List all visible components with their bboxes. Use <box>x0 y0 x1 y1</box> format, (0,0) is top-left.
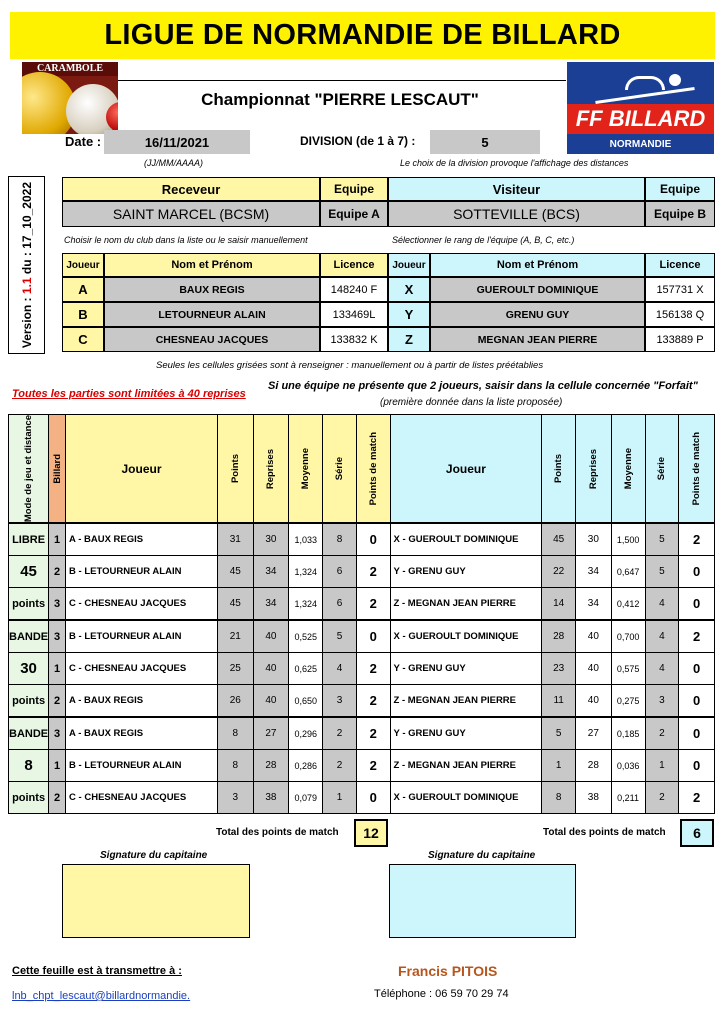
home-player-code: A <box>62 277 104 302</box>
forfait-note: Si une équipe ne présente que 2 joueurs, saisir dans la cellule concernée "Forfait" <box>268 380 698 392</box>
mode-unit: points <box>9 782 49 814</box>
away-serie[interactable]: 2 <box>645 717 679 750</box>
limit-note: Toutes les parties sont limitées à 40 reprises <box>12 388 246 400</box>
home-reprises[interactable]: 28 <box>253 750 289 782</box>
away-reprises-header: Reprises <box>576 415 612 524</box>
away-moyenne: 0,211 <box>611 782 645 814</box>
away-signature-label: Signature du capitaine <box>428 850 536 861</box>
away-player-licence[interactable]: 133889 P <box>645 327 715 352</box>
home-points[interactable]: 45 <box>217 588 253 621</box>
away-moyenne: 0,700 <box>611 620 645 653</box>
away-reprises: 28 <box>576 750 612 782</box>
billard-number[interactable]: 2 <box>49 782 66 814</box>
home-serie[interactable]: 2 <box>323 750 357 782</box>
division-field[interactable]: 5 <box>430 130 540 154</box>
ff-billard-logo <box>567 62 714 154</box>
away-player-name[interactable]: GRENU GUY <box>430 302 645 327</box>
home-match-points: 0 <box>356 620 390 653</box>
home-moyenne: 0,286 <box>289 750 323 782</box>
home-signature-label: Signature du capitaine <box>100 850 208 861</box>
home-serie[interactable]: 6 <box>323 556 357 588</box>
version-number: 1.1 <box>19 277 34 295</box>
home-serie[interactable]: 4 <box>323 653 357 685</box>
away-reprises: 30 <box>576 523 612 556</box>
home-points-header: Points <box>217 415 253 524</box>
home-player-code: B <box>62 302 104 327</box>
logo-right-sub: NORMANDIE <box>609 138 672 150</box>
home-total-value: 12 <box>354 819 388 847</box>
away-match-points: 0 <box>679 750 715 782</box>
away-reprises: 38 <box>576 782 612 814</box>
home-reprises[interactable]: 34 <box>253 556 289 588</box>
away-moyenne: 0,036 <box>611 750 645 782</box>
table-row <box>9 653 715 685</box>
away-player-name[interactable]: MEGNAN JEAN PIERRE <box>430 327 645 352</box>
away-player-code: Y <box>388 302 430 327</box>
home-joueur-header: Joueur <box>62 253 104 277</box>
home-licence-header: Licence <box>320 253 388 277</box>
away-moyenne: 0,275 <box>611 685 645 718</box>
away-player: X - GUEROULT DOMINIQUE <box>390 620 542 653</box>
home-points[interactable]: 25 <box>217 653 253 685</box>
receveur-header: Receveur <box>62 177 320 201</box>
contact-phone: Téléphone : 06 59 70 29 74 <box>374 988 509 1000</box>
table-row <box>9 750 715 782</box>
home-moyenne: 0,079 <box>289 782 323 814</box>
away-serie[interactable]: 4 <box>645 588 679 621</box>
home-signature-box[interactable] <box>62 864 250 938</box>
home-player: B - LETOURNEUR ALAIN <box>66 620 218 653</box>
home-serie[interactable]: 6 <box>323 588 357 621</box>
championship-title: Championnat "PIERRE LESCAUT" <box>201 90 479 109</box>
home-player: A - BAUX REGIS <box>66 523 218 556</box>
away-moyenne: 0,647 <box>611 556 645 588</box>
away-player: Y - GRENU GUY <box>390 556 542 588</box>
away-points[interactable]: 8 <box>542 782 576 814</box>
away-reprises: 40 <box>576 620 612 653</box>
away-player-code: X <box>388 277 430 302</box>
away-moyenne: 1,500 <box>611 523 645 556</box>
home-player-name[interactable]: CHESNEAU JACQUES <box>104 327 320 352</box>
version-prefix: Version : <box>19 294 34 349</box>
home-player: C - CHESNEAU JACQUES <box>66 782 218 814</box>
away-match-points: 0 <box>679 653 715 685</box>
home-moyenne: 0,625 <box>289 653 323 685</box>
home-moyenne: 0,525 <box>289 620 323 653</box>
table-row <box>9 685 715 718</box>
away-moyenne: 0,412 <box>611 588 645 621</box>
away-points[interactable]: 14 <box>542 588 576 621</box>
away-joueur-col-header: Joueur <box>390 415 542 524</box>
date-format-note: (JJ/MM/AAAA) <box>144 158 204 168</box>
forfait-sub-note: (première donnée dans la liste proposée) <box>380 397 563 408</box>
away-licence-header: Licence <box>645 253 715 277</box>
home-reprises[interactable]: 40 <box>253 685 289 718</box>
home-player-licence[interactable]: 133469L <box>320 302 388 327</box>
billard-number[interactable]: 3 <box>49 620 66 653</box>
home-pm-header: Points de match <box>356 415 390 524</box>
home-serie[interactable]: 2 <box>323 717 357 750</box>
home-name-header: Nom et Prénom <box>104 253 320 277</box>
mode-name: LIBRE <box>9 523 49 556</box>
away-player: X - GUEROULT DOMINIQUE <box>390 523 542 556</box>
away-player: Y - GRENU GUY <box>390 653 542 685</box>
away-serie[interactable]: 5 <box>645 523 679 556</box>
carambole-logo <box>22 62 118 134</box>
away-match-points: 0 <box>679 588 715 621</box>
mode-distance: 45 <box>9 556 49 588</box>
away-reprises: 34 <box>576 588 612 621</box>
away-match-points: 0 <box>679 556 715 588</box>
away-points[interactable]: 22 <box>542 556 576 588</box>
home-player-licence[interactable]: 133832 K <box>320 327 388 352</box>
home-club-note: Choisir le nom du club dans la liste ou le saisir manuellement <box>64 235 308 245</box>
away-serie[interactable]: 5 <box>645 556 679 588</box>
home-reprises-header: Reprises <box>253 415 289 524</box>
away-team-header: Equipe <box>645 177 715 201</box>
table-row <box>9 556 715 588</box>
home-serie[interactable]: 5 <box>323 620 357 653</box>
mode-header: Mode de jeu et distance <box>9 415 49 524</box>
home-moyenne: 1,324 <box>289 556 323 588</box>
mode-distance: 30 <box>9 653 49 685</box>
away-player: Z - MEGNAN JEAN PIERRE <box>390 685 542 718</box>
home-player-licence[interactable]: 148240 F <box>320 277 388 302</box>
away-player-name[interactable]: GUEROULT DOMINIQUE <box>430 277 645 302</box>
table-row <box>9 620 715 653</box>
home-club-field[interactable]: SAINT MARCEL (BCSM) <box>62 201 320 227</box>
home-points[interactable]: 26 <box>217 685 253 718</box>
away-team-field[interactable]: Equipe B <box>645 201 715 227</box>
away-signature-box[interactable] <box>389 864 576 938</box>
away-serie[interactable]: 4 <box>645 653 679 685</box>
championship-line-top <box>118 80 566 81</box>
away-player: X - GUEROULT DOMINIQUE <box>390 782 542 814</box>
away-points[interactable]: 28 <box>542 620 576 653</box>
away-match-points: 0 <box>679 717 715 750</box>
home-moyenne-header: Moyenne <box>289 415 323 524</box>
home-match-points: 2 <box>356 750 390 782</box>
date-field[interactable]: 16/11/2021 <box>104 130 250 154</box>
home-serie[interactable]: 3 <box>323 685 357 718</box>
away-reprises: 34 <box>576 556 612 588</box>
away-serie-header: Série <box>645 415 679 524</box>
home-player: B - LETOURNEUR ALAIN <box>66 750 218 782</box>
home-total-label: Total des points de match <box>216 827 339 838</box>
away-player-licence[interactable]: 156138 Q <box>645 302 715 327</box>
home-joueur-col-header: Joueur <box>66 415 218 524</box>
home-player: B - LETOURNEUR ALAIN <box>66 556 218 588</box>
away-player: Y - GRENU GUY <box>390 717 542 750</box>
page-title: LIGUE DE NORMANDIE DE BILLARD <box>10 12 715 59</box>
away-serie[interactable]: 4 <box>645 620 679 653</box>
home-reprises[interactable]: 40 <box>253 653 289 685</box>
home-points[interactable]: 8 <box>217 750 253 782</box>
home-match-points: 0 <box>356 782 390 814</box>
logo-right-main: FF BILLARD <box>567 104 714 134</box>
home-moyenne: 0,296 <box>289 717 323 750</box>
home-player: C - CHESNEAU JACQUES <box>66 653 218 685</box>
home-moyenne: 1,324 <box>289 588 323 621</box>
home-match-points: 2 <box>356 685 390 718</box>
home-team-header: Equipe <box>320 177 388 201</box>
home-moyenne: 0,650 <box>289 685 323 718</box>
away-name-header: Nom et Prénom <box>430 253 645 277</box>
division-label: DIVISION (de 1 à 7) : <box>300 134 416 148</box>
billard-number[interactable]: 1 <box>49 653 66 685</box>
home-player-code: C <box>62 327 104 352</box>
home-match-points: 2 <box>356 588 390 621</box>
home-serie[interactable]: 1 <box>323 782 357 814</box>
home-reprises[interactable]: 38 <box>253 782 289 814</box>
away-club-field[interactable]: SOTTEVILLE (BCS) <box>388 201 645 227</box>
table-row <box>9 717 715 750</box>
away-points[interactable]: 1 <box>542 750 576 782</box>
away-points-header: Points <box>542 415 576 524</box>
away-points[interactable]: 11 <box>542 685 576 718</box>
home-points[interactable]: 21 <box>217 620 253 653</box>
away-reprises: 27 <box>576 717 612 750</box>
billard-number[interactable]: 1 <box>49 750 66 782</box>
home-player: C - CHESNEAU JACQUES <box>66 588 218 621</box>
away-player: Z - MEGNAN JEAN PIERRE <box>390 588 542 621</box>
away-serie[interactable]: 2 <box>645 782 679 814</box>
home-serie[interactable]: 8 <box>323 523 357 556</box>
visiteur-header: Visiteur <box>388 177 645 201</box>
mode-name: BANDE <box>9 717 49 750</box>
table-row <box>9 782 715 814</box>
billard-number[interactable]: 3 <box>49 588 66 621</box>
results-table <box>8 414 715 814</box>
home-points[interactable]: 31 <box>217 523 253 556</box>
mode-distance: 8 <box>9 750 49 782</box>
mode-unit: points <box>9 685 49 718</box>
home-moyenne: 1,033 <box>289 523 323 556</box>
away-total-label: Total des points de match <box>543 827 666 838</box>
home-reprises[interactable]: 30 <box>253 523 289 556</box>
billard-number[interactable]: 2 <box>49 556 66 588</box>
away-moyenne: 0,185 <box>611 717 645 750</box>
away-player: Z - MEGNAN JEAN PIERRE <box>390 750 542 782</box>
away-match-points: 0 <box>679 685 715 718</box>
home-points[interactable]: 3 <box>217 782 253 814</box>
billard-number[interactable]: 3 <box>49 717 66 750</box>
home-points[interactable]: 45 <box>217 556 253 588</box>
away-reprises: 40 <box>576 685 612 718</box>
contact-name: Francis PITOIS <box>398 963 498 979</box>
billard-number[interactable]: 1 <box>49 523 66 556</box>
away-player-licence[interactable]: 157731 X <box>645 277 715 302</box>
version-suffix: du : 17_10_2022 <box>19 181 34 278</box>
billard-number[interactable]: 2 <box>49 685 66 718</box>
away-points[interactable]: 23 <box>542 653 576 685</box>
home-match-points: 2 <box>356 556 390 588</box>
away-match-points: 2 <box>679 523 715 556</box>
contact-email-link[interactable]: lnb_chpt_lescaut@billardnormandie. <box>12 990 191 1002</box>
cue-player-icon <box>595 72 695 108</box>
mode-unit: points <box>9 588 49 621</box>
away-total-value: 6 <box>680 819 714 847</box>
home-team-field[interactable]: Equipe A <box>320 201 388 227</box>
table-row <box>9 523 715 556</box>
home-reprises[interactable]: 34 <box>253 588 289 621</box>
home-reprises[interactable]: 27 <box>253 717 289 750</box>
mode-name: BANDE <box>9 620 49 653</box>
away-pm-header: Points de match <box>679 415 715 524</box>
billard-header: Billard <box>49 415 66 524</box>
home-serie-header: Série <box>323 415 357 524</box>
home-match-points: 2 <box>356 653 390 685</box>
away-joueur-header: Joueur <box>388 253 430 277</box>
home-player-name[interactable]: BAUX REGIS <box>104 277 320 302</box>
division-note: Le choix de la division provoque l'affichage des distances <box>400 158 629 168</box>
home-points[interactable]: 8 <box>217 717 253 750</box>
logo-left-text: CARAMBOLE <box>22 62 118 76</box>
away-points[interactable]: 45 <box>542 523 576 556</box>
away-club-note: Sélectionner le rang de l'équipe (A, B, C, etc.) <box>392 235 575 245</box>
home-player: A - BAUX REGIS <box>66 685 218 718</box>
away-moyenne: 0,575 <box>611 653 645 685</box>
away-points[interactable]: 5 <box>542 717 576 750</box>
away-match-points: 2 <box>679 620 715 653</box>
home-reprises[interactable]: 40 <box>253 620 289 653</box>
home-player: A - BAUX REGIS <box>66 717 218 750</box>
table-row <box>9 588 715 621</box>
transmit-note: Cette feuille est à transmettre à : <box>12 965 182 977</box>
version-text <box>8 176 45 354</box>
grey-cells-note: Seules les cellules grisées sont à renseigner : manuellement ou à partir de listes préétablies <box>156 360 544 371</box>
away-serie[interactable]: 1 <box>645 750 679 782</box>
away-moyenne-header: Moyenne <box>611 415 645 524</box>
home-match-points: 0 <box>356 523 390 556</box>
away-player-code: Z <box>388 327 430 352</box>
away-serie[interactable]: 3 <box>645 685 679 718</box>
home-match-points: 2 <box>356 717 390 750</box>
away-reprises: 40 <box>576 653 612 685</box>
away-match-points: 2 <box>679 782 715 814</box>
date-label: Date : <box>65 134 102 149</box>
home-player-name[interactable]: LETOURNEUR ALAIN <box>104 302 320 327</box>
